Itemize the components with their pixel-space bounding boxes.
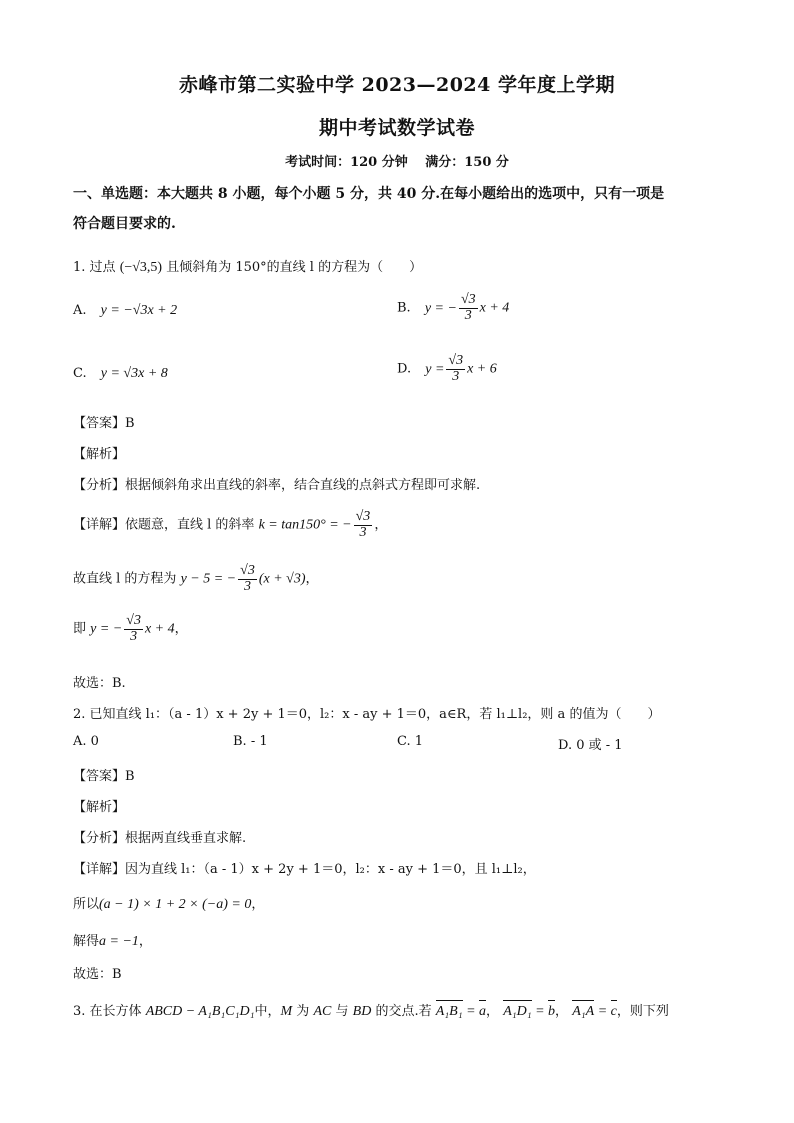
q1-detail-pre: 【详解】依题意，直线 l 的斜率 bbox=[73, 517, 255, 533]
q3-bd: BD bbox=[352, 1004, 372, 1019]
q1-line2-math-pre: y − 5 = − bbox=[180, 571, 237, 587]
q1-option-d-fraction bbox=[446, 354, 465, 384]
q1-line3-fraction bbox=[124, 614, 143, 644]
q2-answer: 【答案】B bbox=[73, 769, 135, 784]
q2-line2-post: ， bbox=[251, 897, 265, 912]
q2-line2-math: (a − 1) × 1 + 2 × (−a) = 0 bbox=[99, 897, 252, 912]
q1-line2-post: ， bbox=[305, 571, 319, 587]
exam-title-line2: 期中考试数学试卷 bbox=[318, 117, 475, 139]
q1-option-d-pre: y = bbox=[425, 361, 445, 377]
q3-mid2: 为 bbox=[296, 1004, 310, 1019]
q1-detail-den: 3 bbox=[359, 524, 367, 540]
q3-body: ABCD − A₁B₁C₁D₁ bbox=[145, 1004, 255, 1019]
q1-option-b-fraction bbox=[459, 293, 478, 323]
q1-detail-line2 bbox=[73, 564, 319, 594]
q3-vector-1: A₁B₁ bbox=[435, 1004, 463, 1019]
q1-option-b-label: B. bbox=[397, 300, 411, 316]
q1-detail-line3 bbox=[73, 614, 188, 644]
q3-vector-2-value: b bbox=[548, 1004, 556, 1019]
q1-choice: 故选：B. bbox=[73, 676, 126, 691]
q3-vector-2: A₁D₁ bbox=[503, 1004, 532, 1019]
exam-title-line1: 赤峰市第二实验中学 2023—2024 学年度上学期 bbox=[179, 74, 615, 96]
q3-prefix: 3. 在长方体 bbox=[73, 1004, 142, 1019]
q1-detail-post: ， bbox=[374, 517, 388, 533]
section-heading-line1: 一、单选题：本大题共 8 小题，每个小题 5 分，共 40 分.在每小题给出的选项中，只有一项是 bbox=[73, 186, 665, 202]
q1-point: (−√3,5) bbox=[119, 260, 163, 275]
q1-option-b-pre: y = − bbox=[424, 300, 457, 316]
q1-detail-line1 bbox=[73, 510, 387, 540]
q2-detail-line3 bbox=[73, 930, 152, 950]
q2-choice: 故选：B bbox=[73, 967, 122, 982]
q1-detail-fraction bbox=[354, 510, 373, 540]
q2-option-a: A. 0 bbox=[73, 734, 99, 749]
q3-vector-3: A₁A bbox=[572, 1004, 595, 1019]
exam-info: 考试时间：120 分钟 满分：150 分 bbox=[285, 155, 509, 170]
q1-option-a-text: y = −√3x + 2 bbox=[100, 303, 178, 318]
q1-option-d-post: x + 6 bbox=[467, 361, 497, 377]
q1-option-a bbox=[73, 303, 177, 319]
q2-line3-math: a = −1 bbox=[99, 934, 139, 949]
q2-option-d: D. 0 或 - 1 bbox=[558, 738, 623, 753]
q3-ac: AC bbox=[313, 1004, 332, 1019]
q3-mid3: 与 bbox=[335, 1004, 349, 1019]
q1-line3-num: √3 bbox=[126, 613, 141, 628]
question-1-stem bbox=[73, 256, 422, 276]
q3-mid4: 的交点.若 bbox=[375, 1004, 432, 1019]
q2-line3-post: ， bbox=[138, 934, 152, 949]
q1-line2-pre: 故直线 l 的方程为 bbox=[73, 571, 177, 587]
q1-option-c-text: y = √3x + 8 bbox=[100, 366, 168, 381]
q1-option-b-den: 3 bbox=[464, 307, 472, 323]
section-heading-line2: 符合题目要求的. bbox=[73, 216, 176, 232]
q2-detail: 【详解】因为直线 l₁：（a - 1）x + 2y + 1＝0，l₂：x - ay + 1＝0，且 l₁⊥l₂， bbox=[73, 862, 536, 877]
q1-answer: 【答案】B bbox=[73, 416, 135, 431]
q1-option-b bbox=[397, 293, 509, 323]
q3-m: M bbox=[280, 1004, 293, 1019]
q3-tail: ，则下列 bbox=[616, 1004, 669, 1019]
q1-option-a-label: A. bbox=[73, 303, 87, 318]
q1-line3-den: 3 bbox=[130, 628, 138, 644]
q2-line2-pre: 所以 bbox=[73, 897, 100, 912]
q3-vector-1-value: a bbox=[479, 1004, 487, 1019]
q1-line3-post: ， bbox=[174, 621, 188, 637]
q1-analysis-heading: 【解析】 bbox=[73, 447, 126, 462]
q1-line2-den: 3 bbox=[243, 578, 251, 594]
q1-option-b-post: x + 4 bbox=[479, 300, 510, 316]
q2-analysis-heading: 【解析】 bbox=[73, 800, 126, 815]
q1-option-d-den: 3 bbox=[452, 368, 460, 384]
question-3-stem: 3. 在长方体 ABCD − A₁B₁C₁D₁中，M 为 AC 与 BD 的交点.若 A₁B₁ = a， A₁D₁ = b， A₁A = c，则下列 bbox=[73, 1004, 669, 1019]
q1-option-b-num: √3 bbox=[460, 292, 476, 307]
q1-line2-math-post: (x + √3) bbox=[258, 571, 306, 587]
q2-option-b: B. - 1 bbox=[233, 734, 268, 749]
q1-line3-pre: 即 bbox=[73, 621, 87, 637]
q2-option-c: C. 1 bbox=[397, 734, 424, 749]
q2-fenxi: 【分析】根据两直线垂直求解. bbox=[73, 831, 247, 846]
q1-option-d-label: D. bbox=[397, 361, 412, 377]
q1-line2-fraction bbox=[238, 564, 257, 594]
q2-line3-pre: 解得 bbox=[73, 934, 100, 949]
q1-detail-math: k = tan150° = − bbox=[258, 517, 352, 533]
q1-option-d bbox=[397, 354, 497, 384]
q1-detail-num: √3 bbox=[355, 509, 371, 524]
q3-vector-3-value: c bbox=[610, 1004, 617, 1019]
q3-mid1: 中， bbox=[254, 1004, 281, 1019]
q1-line2-num: √3 bbox=[240, 563, 255, 578]
q1-stem-text: 且倾斜角为 150°的直线 l 的方程为（ ） bbox=[166, 260, 423, 275]
q1-option-c-label: C. bbox=[73, 366, 87, 381]
q1-fenxi: 【分析】根据倾斜角求出直线的斜率，结合直线的点斜式方程即可求解. bbox=[73, 478, 481, 493]
q1-option-d-num: √3 bbox=[448, 353, 464, 368]
q1-option-c bbox=[73, 366, 168, 382]
question-2-stem: 2. 已知直线 l₁：（a - 1）x + 2y + 1＝0，l₂：x - ay + 1＝0，a∈R，若 l₁⊥l₂，则 a 的值为（ ） bbox=[73, 707, 661, 722]
q1-line3-math-post: x + 4 bbox=[144, 621, 175, 637]
q1-line3-math-pre: y = − bbox=[90, 621, 123, 637]
q1-prefix: 1. 过点 bbox=[73, 260, 116, 275]
q2-detail-line2 bbox=[73, 893, 264, 913]
